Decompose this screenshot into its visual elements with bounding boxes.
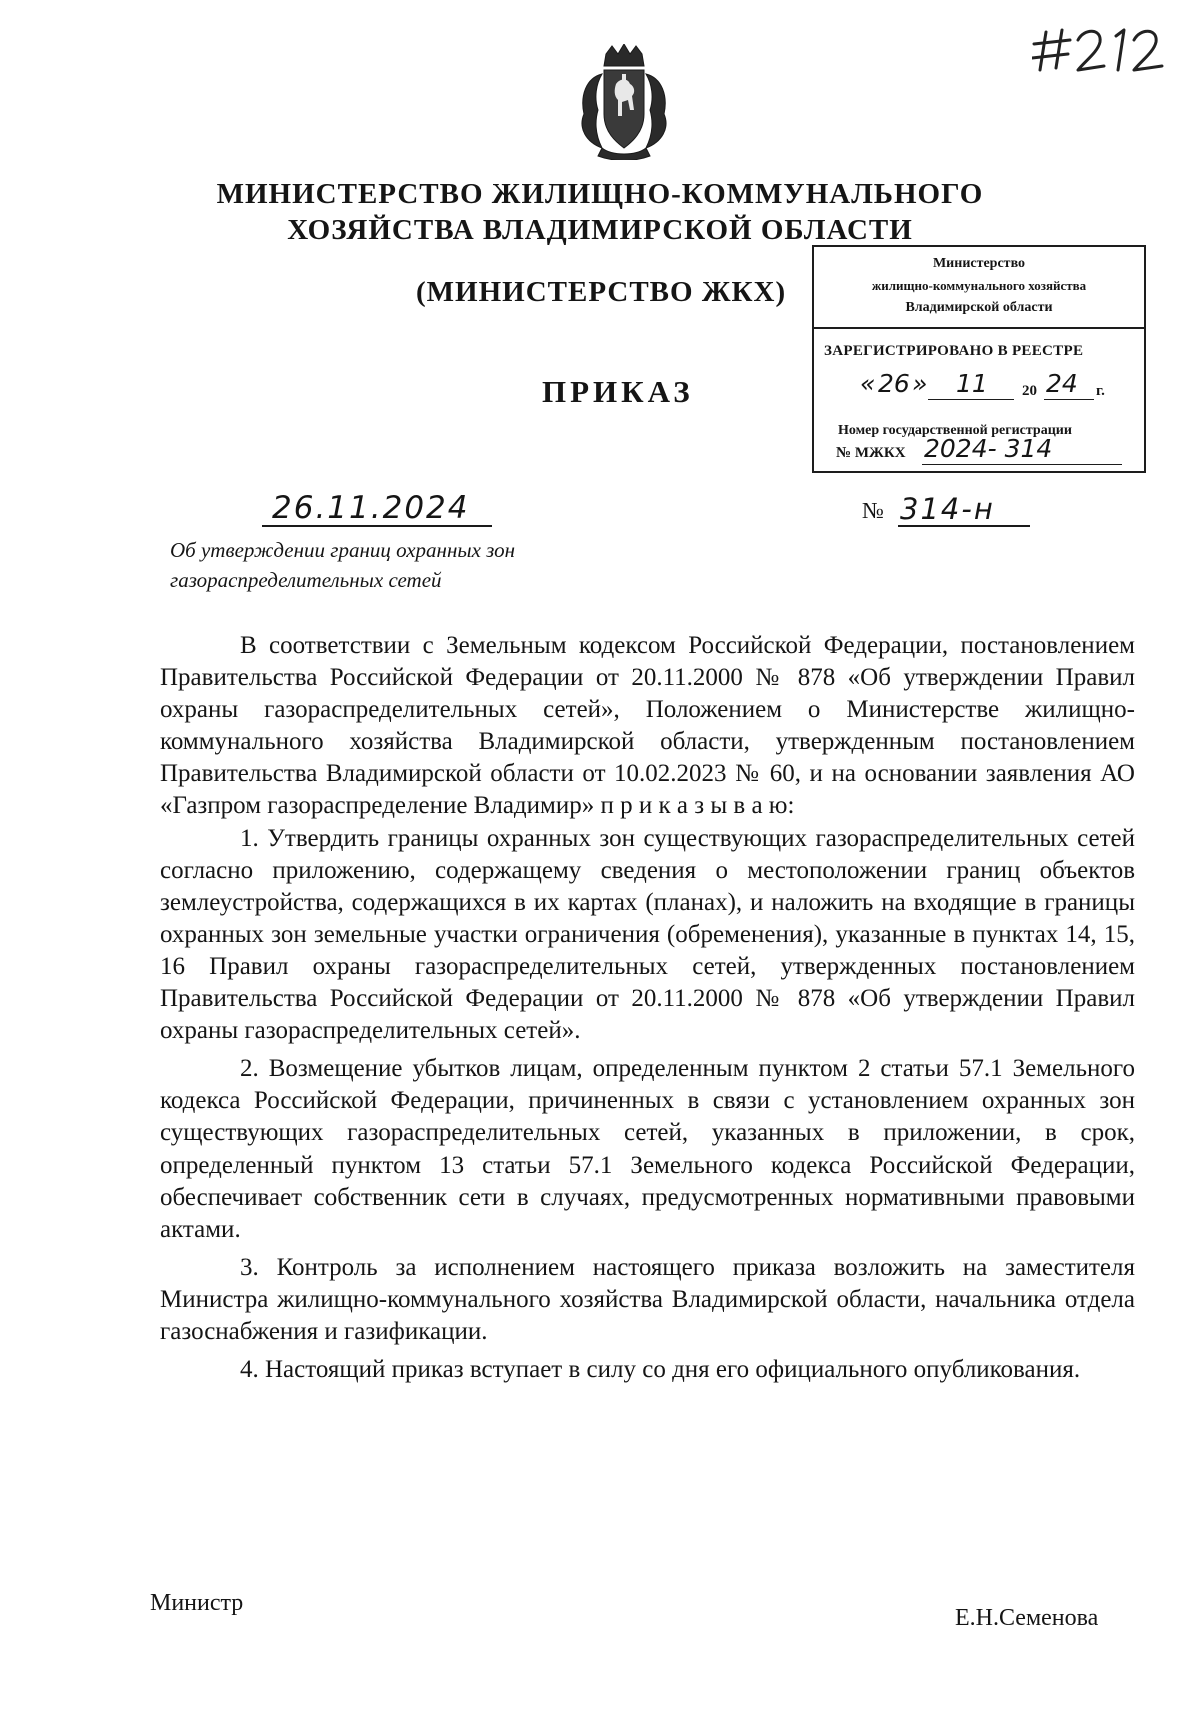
stamp-org-line1: Министерство bbox=[932, 256, 1026, 271]
clause-1-paragraph: 1. Утвердить границы охранных зон существующих газораспределительных сетей согласно приложению, содержащему сведения о местоположении границ объектов землеустройства, содержащихся в их картах (планах), и наложить на входящие в границы охранных зон земельные участки ограничения (обременения), указанные в пунктах 14, 15, 16 Правил охраны газораспределительных сетей, утвержденных постановлением Правительства Российской Федерации от 20.11.2000 № 878 «Об утверждении Правил охраны газораспределительных сетей». bbox=[160, 824, 1135, 1045]
stamp-number-value: 2024- 314 bbox=[924, 434, 1053, 463]
stamp-organization bbox=[814, 247, 1144, 329]
registration-stamp bbox=[812, 245, 1146, 473]
archive-mark bbox=[1032, 18, 1182, 82]
stamp-org-line2: жилищно-коммунального хозяйства bbox=[871, 278, 1087, 293]
organization-title-line1: МИНИСТЕРСТВО ЖИЛИЩНО-КОММУНАЛЬНОГО bbox=[216, 178, 984, 210]
organization-short-name: (МИНИСТЕРСТВО ЖКХ) bbox=[416, 276, 787, 308]
stamp-date-close-quote: » bbox=[912, 369, 928, 398]
stamp-org-line3: Владимирской области bbox=[905, 300, 1053, 315]
clause-4-paragraph: 4. Настоящий приказ вступает в силу со дня его официального опубликования. bbox=[240, 1356, 1081, 1384]
signatory-name: Е.Н.Семенова bbox=[955, 1605, 1099, 1631]
stamp-registration-number bbox=[836, 434, 1053, 463]
preamble-paragraph: В соответствии с Земельным кодексом Российской Федерации, постановлением Правительства Российской Федерации от 20.11.2000 № 878 «Об утверждении Правил охраны газораспределительных сетей», Положением о Министерстве жилищно-коммунального хозяйства Владимирской области, утвержденным постановлением Правительства Владимирской области от 10.02.2023 № 60, и на основании заявления АО «Газпром газораспределение Владимир» п р и к а з ы в а ю: bbox=[160, 632, 1135, 820]
document-type-heading: ПРИКАЗ bbox=[542, 374, 694, 409]
order-date-underline bbox=[262, 525, 492, 527]
order-number: 314-н bbox=[900, 492, 995, 526]
clause-2-paragraph: 2. Возмещение убытков лицам, определенным пунктом 2 статьи 57.1 Земельного кодекса Российской Федерации, причиненных в связи с установлением охранных зон существующих газораспределительных сетей, указанных в приложении, в срок, определенный пунктом 13 статьи 57.1 Земельного кодекса Российской Федерации, обеспечивает собственник сети в случаях, предусмотренных нормативными правовыми актами. bbox=[160, 1055, 1135, 1243]
organization-title bbox=[0, 176, 1200, 248]
stamp-date-year-line bbox=[1044, 399, 1094, 400]
order-subject bbox=[170, 535, 515, 595]
stamp-date-year: 24 bbox=[1046, 369, 1078, 398]
stamp-registration-date bbox=[860, 369, 1150, 413]
order-number-underline bbox=[898, 525, 1030, 527]
order-subject-line1: Об утверждении границ охранных зон bbox=[170, 538, 516, 562]
stamp-date-year-suffix: г. bbox=[1096, 383, 1105, 399]
stamp-date-open-quote: « bbox=[860, 369, 876, 398]
order-number-label: № bbox=[862, 498, 884, 523]
order-subject-line2: газораспределительных сетей bbox=[170, 568, 442, 592]
organization-title-line2: ХОЗЯЙСТВА ВЛАДИМИРСКОЙ ОБЛАСТИ bbox=[287, 214, 913, 246]
stamp-date-month-line bbox=[928, 399, 1014, 400]
stamp-registration-number-label: Номер государственной регистрации bbox=[838, 423, 1072, 438]
stamp-registered-label: ЗАРЕГИСТРИРОВАНО В РЕЕСТРЕ bbox=[824, 343, 1084, 359]
signatory-role: Министр bbox=[150, 1590, 244, 1616]
stamp-date-day: 26 bbox=[878, 369, 910, 398]
stamp-date-year-prefix: 20 bbox=[1022, 383, 1037, 399]
order-body bbox=[160, 630, 1135, 1386]
clause-3-paragraph: 3. Контроль за исполнением настоящего приказа возложить на заместителя Министра жилищно-коммунального хозяйства Владимирской области, начальника отдела газоснабжения и газификации. bbox=[160, 1253, 1135, 1345]
coat-of-arms-emblem bbox=[572, 44, 676, 160]
stamp-number-line bbox=[922, 464, 1122, 465]
order-date: 26.11.2024 bbox=[272, 490, 470, 526]
stamp-date-month: 11 bbox=[956, 369, 988, 398]
stamp-number-prefix: № МЖКХ bbox=[836, 445, 906, 461]
